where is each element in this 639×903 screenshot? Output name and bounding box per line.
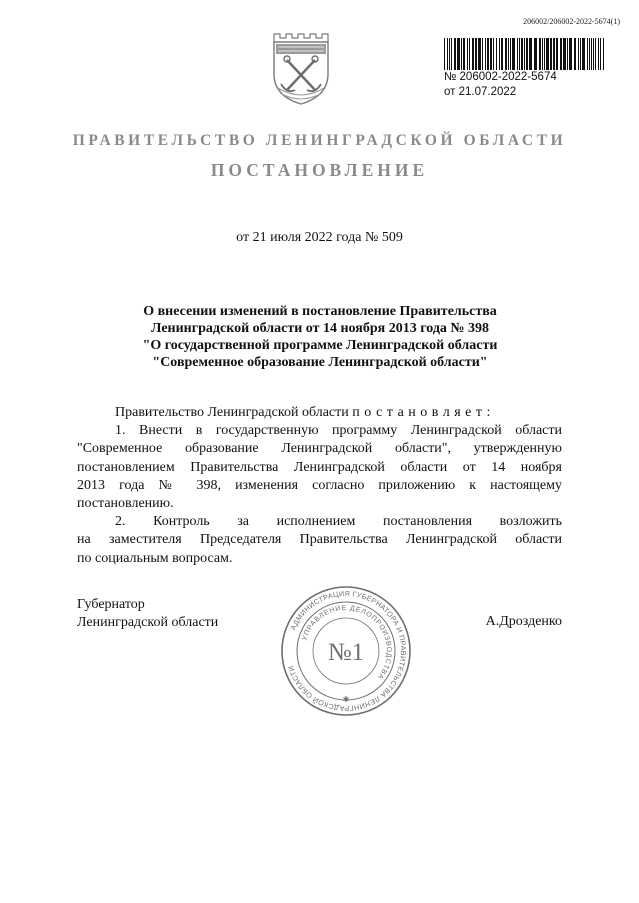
barcode-bar [524,38,525,70]
official-seal-stamp [279,584,413,718]
barcode-bar [526,38,528,70]
item-2-line: на заместителя Председателя Правительства Ленинградской области [77,532,562,548]
item-2-line: по социальным вопросам. [77,550,233,566]
barcode-bar [508,38,509,70]
barcode-bar [600,38,601,70]
barcode-bar [595,38,596,70]
item-2-line: 2. Контроль за исполнением постановления возложить [115,514,562,530]
seal-outer-text: АДМИНИСТРАЦИЯ ГУБЕРНАТОРА И ПРАВИТЕЛЬСТВА ЛЕНИНГРАДСКОЙ ОБЛАСТИ [286,588,409,714]
barcode-bar [546,38,549,70]
document-date-number: от 21 июля 2022 года № 509 [236,230,403,245]
document-type-title: ПОСТАНОВЛЕНИЕ [210,160,429,180]
barcode-bar [501,38,503,70]
barcode-bar [569,38,572,70]
barcode-bar [487,38,489,70]
barcode-bar [578,38,579,70]
barcode-bar [469,38,470,70]
barcode-bar [444,38,445,70]
barcode-bar [454,38,456,70]
barcode-bar [517,38,518,70]
subject-line: "Современное образование Ленинградской области" [152,355,488,370]
barcode-bar [589,38,590,70]
registration-number: № 206002-2022-5674 [444,71,557,83]
barcode-bar [475,38,477,70]
barcode-bar [534,38,537,70]
coat-of-arms-emblem-icon [270,24,332,106]
signatory-title-line: Губернатор [77,597,145,612]
barcode-bar [451,38,452,70]
barcode-bar [567,38,568,70]
signatory-title [77,596,218,632]
barcode-bar [519,38,520,70]
document-subject [80,303,560,371]
barcode-bar [587,38,588,70]
barcode-bar [461,38,462,70]
barcode-bar [485,38,486,70]
barcode-bar [544,38,545,70]
barcode-bar [478,38,481,70]
barcode-bar [493,38,494,70]
barcode-bar [449,38,450,70]
signatory-name: А.Дрозденко [485,614,562,629]
barcode-bar [447,38,448,70]
barcode-bar [512,38,515,70]
barcode-bar [463,38,465,70]
barcode-bar [496,38,497,70]
seal-star-icon: ✱ [342,695,350,704]
registration-date: от 21.07.2022 [444,86,517,98]
item-1-line: 2013 года № 398, изменения согласно приложению к настоящему [77,477,562,493]
item-1-line: постановлением Правительства Ленинградской области от 14 ноября [77,459,562,475]
subject-line: Ленинградской области от 14 ноября 2013 года № 398 [151,321,489,336]
barcode-bar [560,38,562,70]
signatory-title-line: Ленинградской области [77,615,219,630]
barcode-bar [553,38,555,70]
barcode-bar [467,38,468,70]
barcode-bar [563,38,566,70]
barcode-bar [574,38,576,70]
item-1-line: "Современное образование Ленинградской области", утвержденную [77,441,562,457]
barcode-bar [603,38,604,70]
barcode-bar [472,38,474,70]
barcode-bar [510,38,511,70]
seal-inner-text: УПРАВЛЕНИЕ ДЕЛОПРОИЗВОДСТВА [301,604,393,681]
subject-line: "О государственной программе Ленинградской области [142,338,498,353]
barcode-bar [499,38,500,70]
document-code: 206002/206002-2022-5674(1) [523,17,620,26]
barcode-bar [505,38,507,70]
government-title: ПРАВИТЕЛЬСТВО ЛЕНИНГРАДСКОЙ ОБЛАСТИ [72,132,567,149]
barcode-bar [580,38,581,70]
subject-line: О внесении изменений в постановление Правительства [143,304,497,319]
barcode-bar [482,38,483,70]
barcode-bar [550,38,552,70]
item-1-line: 1. Внести в государственную программу Ленинградской области [115,423,562,439]
barcode-bar [539,38,541,70]
preamble-resolves: постановляет: [352,405,495,420]
barcode-bar [582,38,585,70]
preamble-text: Правительство Ленинградской области [115,405,349,420]
document-body [77,404,562,568]
barcode-bar [490,38,492,70]
seal-number: №1 [327,639,365,666]
barcode-bar [529,38,532,70]
barcode-bar [556,38,558,70]
barcode-bar [593,38,594,70]
barcode-bar [598,38,599,70]
barcode-bar [591,38,592,70]
barcode-icon [444,38,604,70]
barcode-bar [457,38,460,70]
barcode-bar [542,38,543,70]
barcode-bar [521,38,523,70]
preamble [77,404,562,422]
item-1-line: постановлению. [77,496,174,512]
